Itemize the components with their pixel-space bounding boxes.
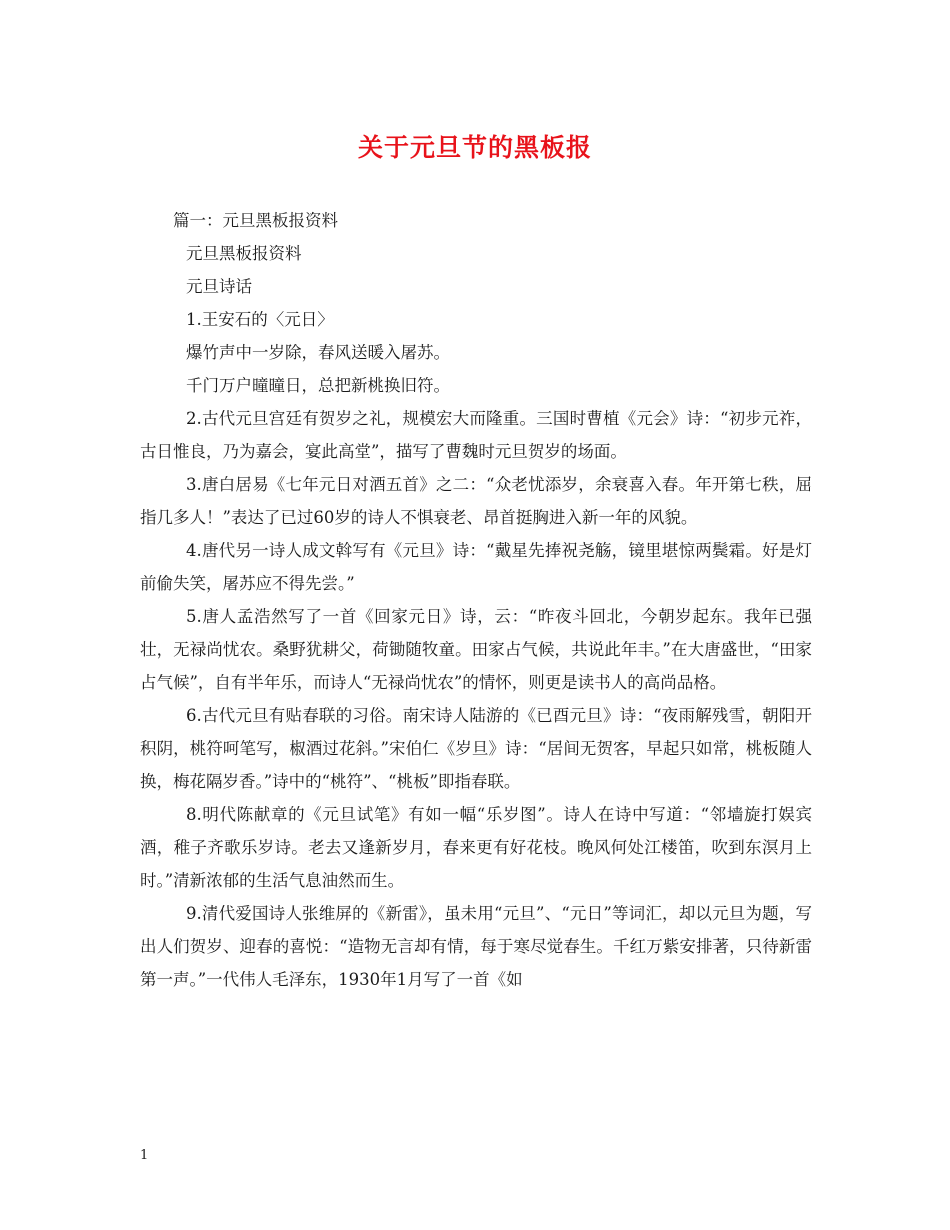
document-title: 关于元旦节的黑板报	[357, 133, 592, 162]
paragraph: 8.明代陈献章的《元旦试笔》有如一幅“乐岁图”。诗人在诗中写道：“邻墙旋打娱宾酒，稚子齐歌乐岁诗。老去又逢新岁月，春来更有好花枝。晚风何处江楼笛，吹到东溟月上时。”清新浓郁的生活气息油然而生。	[140, 805, 812, 890]
document-body	[140, 204, 812, 996]
paragraph: 5.唐人孟浩然写了一首《回家元日》诗，云：“昨夜斗回北，今朝岁起东。我年已强壮，无禄尚忧农。桑野犹耕父，荷锄随牧童。田家占气候，共说此年丰。”在大唐盛世，“田家占气候”，自有半年乐，而诗人“无禄尚忧农”的情怀，则更是读书人的高尚品格。	[140, 607, 812, 692]
section-heading: 篇一：元旦黑板报资料	[173, 211, 338, 230]
poem-line: 爆竹声中一岁除，春风送暖入屠苏。	[186, 343, 450, 362]
page-number: 1	[140, 1148, 149, 1163]
subheading: 元旦黑板报资料	[186, 244, 302, 263]
subheading: 元旦诗话	[186, 277, 252, 296]
poem-title: 1.王安石的〈元日〉	[186, 310, 334, 329]
paragraph: 4.唐代另一诗人成文斡写有《元旦》诗：“戴星先捧祝尧觞，镜里堪惊两鬓霜。好是灯前偷失笑，屠苏应不得先尝。”	[140, 541, 812, 593]
paragraph: 9.清代爱国诗人张维屏的《新雷》，虽未用“元旦”、“元日”等词汇，却以元旦为题，写出人们贺岁、迎春的喜悦：“造物无言却有情，每于寒尽觉春生。千红万紫安排著，只待新雷第一声。”一代伟人毛泽东，1930年1月写了一首《如	[140, 904, 812, 989]
poem-line: 千门万户曈曈日，总把新桃换旧符。	[186, 376, 450, 395]
paragraph: 3.唐白居易《七年元日对酒五首》之二：“众老忧添岁，余衰喜入春。年开第七秩，屈指几多人！”表达了已过60岁的诗人不惧衰老、昂首挺胸进入新一年的风貌。	[140, 475, 812, 527]
paragraph: 2.古代元旦宫廷有贺岁之礼，规模宏大而隆重。三国时曹植《元会》诗：“初步元祚，古日惟良，乃为嘉会，宴此高堂”，描写了曹魏时元旦贺岁的场面。	[140, 409, 812, 461]
paragraph: 6.古代元旦有贴春联的习俗。南宋诗人陆游的《已酉元旦》诗：“夜雨解残雪，朝阳开积阴，桃符呵笔写，椒酒过花斜。”宋伯仁《岁旦》诗：“居间无贺客，早起只如常，桃板随人换，梅花隔岁香。”诗中的“桃符”、“桃板”即指春联。	[140, 706, 812, 791]
